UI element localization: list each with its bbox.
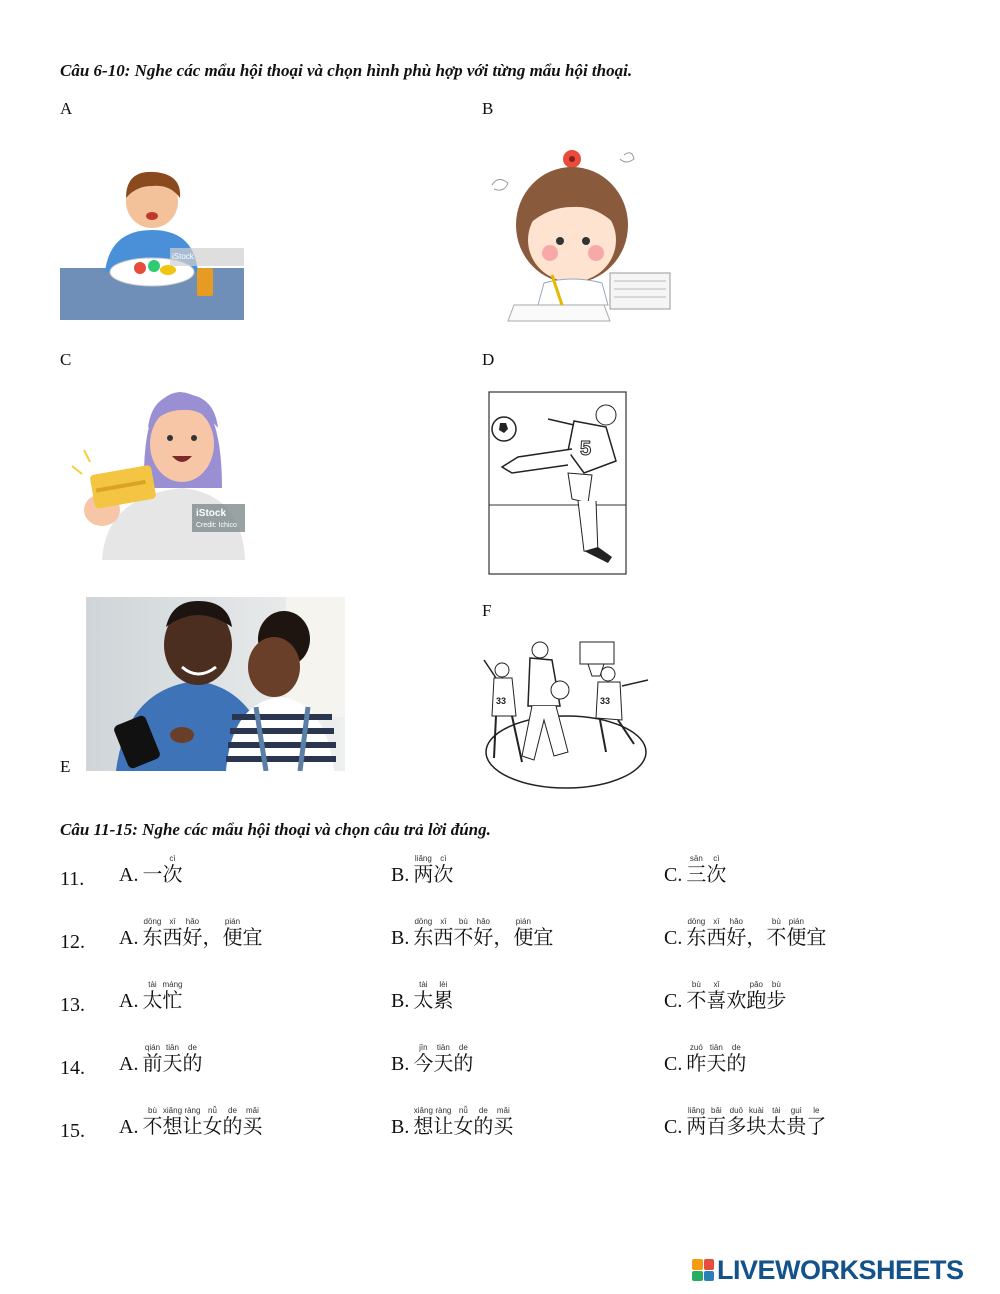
pinyin: xī — [433, 917, 454, 926]
section-heading-pictures: Câu 6-10: Nghe các mẩu hội thoại và chọn hình phù hợp với từng mẩu hội thoại. — [60, 61, 633, 80]
question-number: 13. — [60, 994, 85, 1016]
option-letter: C. — [664, 864, 683, 886]
pinyin: tiān — [162, 1043, 183, 1052]
option-letter: B. — [391, 927, 410, 949]
option-letter: A. — [119, 990, 139, 1012]
logo-mark-icon — [692, 1259, 714, 1281]
hanzi-char: 昨zuó — [686, 1043, 707, 1075]
hanzi-char: 让ràng — [433, 1106, 454, 1138]
pinyin: duō — [726, 1106, 747, 1115]
pinyin: tiān — [433, 1043, 454, 1052]
pinyin: bù — [766, 917, 787, 926]
answer-option-a[interactable] — [119, 1106, 262, 1139]
pinyin: dōng — [686, 917, 707, 926]
hanzi-char: 的de — [182, 1043, 203, 1075]
hanzi-char: 让ràng — [182, 1106, 203, 1138]
pinyin: liǎng — [413, 854, 434, 863]
hanzi-char: 西xī — [433, 917, 454, 949]
pinyin: tài — [413, 980, 434, 989]
hanzi-char: 欢 — [726, 988, 747, 1012]
hanzi-char: 东dōng — [413, 917, 434, 949]
picture-e-father-daughter-phone — [86, 597, 345, 771]
answer-option-a[interactable] — [119, 917, 262, 950]
hanzi-char: 便pián — [222, 917, 243, 949]
pinyin: jīn — [413, 1043, 434, 1052]
option-letter: B. — [391, 990, 410, 1012]
pinyin: bù — [453, 917, 474, 926]
hanzi-char: 前qián — [142, 1043, 163, 1075]
pinyin: bù — [142, 1106, 163, 1115]
pinyin: de — [726, 1043, 747, 1052]
watermark-c-credit: Credit: Ichico — [196, 522, 237, 529]
pinyin: pián — [513, 917, 534, 926]
hanzi-char: 忙máng — [162, 980, 183, 1012]
picture-a-boy-eating — [60, 160, 244, 320]
hanzi-char: 想xiǎng — [162, 1106, 183, 1138]
pinyin: xǐ — [706, 980, 727, 989]
pinyin: pián — [786, 917, 807, 926]
option-letter: C. — [664, 927, 683, 949]
hanzi-char: 的de — [222, 1106, 243, 1138]
option-text — [686, 980, 786, 1013]
hanzi-char: 今jīn — [413, 1043, 434, 1075]
hanzi-char: 天tiān — [433, 1043, 454, 1075]
option-text — [142, 917, 262, 950]
pinyin: dōng — [413, 917, 434, 926]
hanzi-char: 次cì — [162, 854, 183, 886]
jersey-number-d: 5 — [580, 438, 592, 460]
option-letter: A. — [119, 1116, 139, 1138]
pinyin: le — [806, 1106, 827, 1115]
hanzi-char: 两liǎng — [686, 1106, 707, 1138]
pinyin: qián — [142, 1043, 163, 1052]
pinyin: de — [453, 1043, 474, 1052]
pinyin: lèi — [433, 980, 454, 989]
hanzi-char: 的de — [726, 1043, 747, 1075]
pinyin: xiǎng — [413, 1106, 434, 1115]
hanzi-char: 的de — [473, 1106, 494, 1138]
pinyin: mǎi — [493, 1106, 514, 1115]
pinyin: ràng — [433, 1106, 454, 1115]
hanzi-char: ， — [746, 925, 767, 949]
jersey-number-f-left: 33 — [496, 696, 507, 706]
hanzi-char: 西xī — [706, 917, 727, 949]
hanzi-char: 次cì — [706, 854, 727, 886]
hanzi-char: 两liǎng — [413, 854, 434, 886]
label-b: B — [482, 99, 494, 118]
hanzi-char: 不bù — [142, 1106, 163, 1138]
pinyin: xī — [706, 917, 727, 926]
jersey-number-f-right: 33 — [600, 696, 611, 706]
answer-option-b[interactable] — [391, 1043, 473, 1076]
hanzi-char: 买mǎi — [493, 1106, 514, 1138]
pinyin: liǎng — [686, 1106, 707, 1115]
label-e: E — [60, 757, 71, 776]
pinyin: dōng — [142, 917, 163, 926]
hanzi-char: 东dōng — [686, 917, 707, 949]
pinyin: mǎi — [242, 1106, 263, 1115]
option-letter: A. — [119, 927, 139, 949]
option-letter: C. — [664, 1053, 683, 1075]
picture-c-woman-with-card — [62, 388, 245, 560]
hanzi-char: 女nǚ — [453, 1106, 474, 1138]
hanzi-char: 想xiǎng — [413, 1106, 434, 1138]
hanzi-char: 百bǎi — [706, 1106, 727, 1138]
label-a: A — [60, 99, 73, 118]
option-text — [142, 1043, 202, 1076]
hanzi-char: 好hǎo — [473, 917, 494, 949]
liveworksheets-logo — [692, 1255, 964, 1285]
picture-b-girl-writing — [484, 145, 680, 327]
pinyin: de — [222, 1106, 243, 1115]
option-text — [686, 1043, 746, 1076]
pinyin: kuài — [746, 1106, 767, 1115]
pinyin: xī — [162, 917, 183, 926]
pinyin: hǎo — [473, 917, 494, 926]
hanzi-char: 天tiān — [162, 1043, 183, 1075]
option-text — [142, 1106, 262, 1139]
hanzi-char: 块kuài — [746, 1106, 767, 1138]
hanzi-char: ， — [493, 925, 514, 949]
pinyin: bǎi — [706, 1106, 727, 1115]
hanzi-char: ， — [202, 925, 223, 949]
hanzi-char: 太tài — [142, 980, 163, 1012]
option-text — [413, 854, 453, 887]
picture-d-soccer-player — [488, 391, 628, 576]
hanzi-char: 不bù — [766, 917, 787, 949]
answer-option-b[interactable] — [391, 917, 553, 950]
pinyin: de — [182, 1043, 203, 1052]
logo-text: LIVEWORKSHEETS — [717, 1254, 964, 1285]
hanzi-char: 西xī — [162, 917, 183, 949]
option-text — [413, 980, 453, 1013]
hanzi-char: 步bù — [766, 980, 787, 1012]
question-number: 12. — [60, 931, 85, 953]
answer-option-b[interactable] — [391, 854, 453, 887]
hanzi-char: 买mǎi — [242, 1106, 263, 1138]
watermark-c: iStock — [196, 508, 227, 519]
question-number: 15. — [60, 1120, 85, 1142]
answer-option-b[interactable] — [391, 1106, 513, 1139]
hanzi-char: 累lèi — [433, 980, 454, 1012]
option-letter: B. — [391, 864, 410, 886]
hanzi-char: 太tài — [413, 980, 434, 1012]
pinyin: tài — [142, 980, 163, 989]
option-text — [686, 854, 726, 887]
hanzi-char: 喜xǐ — [706, 980, 727, 1012]
pinyin: cì — [433, 854, 454, 863]
answer-option-a[interactable] — [119, 980, 182, 1013]
pinyin: nǚ — [453, 1106, 474, 1115]
pinyin: bù — [766, 980, 787, 989]
option-text — [413, 1043, 473, 1076]
section-heading-questions: Câu 11-15: Nghe các mẩu hội thoại và chọn câu trả lời đúng. — [60, 820, 491, 839]
pinyin: ràng — [182, 1106, 203, 1115]
hanzi-char: 多duō — [726, 1106, 747, 1138]
answer-option-c[interactable] — [664, 980, 786, 1013]
hanzi-char: 跑pǎo — [746, 980, 767, 1012]
hanzi-char: 好hǎo — [726, 917, 747, 949]
label-d: D — [482, 350, 495, 369]
option-letter: B. — [391, 1116, 410, 1138]
answer-option-c[interactable] — [664, 917, 826, 950]
option-text — [142, 980, 182, 1013]
hanzi-char: 宜 — [242, 925, 263, 949]
answer-option-a[interactable] — [119, 1043, 202, 1076]
option-letter: A. — [119, 1053, 139, 1075]
hanzi-char: 天tiān — [706, 1043, 727, 1075]
option-letter: C. — [664, 990, 683, 1012]
hanzi-char: 次cì — [433, 854, 454, 886]
hanzi-char: 的de — [453, 1043, 474, 1075]
answer-option-b[interactable] — [391, 980, 453, 1013]
pinyin: pǎo — [746, 980, 767, 989]
hanzi-char: 宜 — [806, 925, 827, 949]
pinyin: tài — [766, 1106, 787, 1115]
pinyin: cì — [162, 854, 183, 863]
option-text — [686, 1106, 826, 1139]
question-number: 11. — [60, 868, 85, 890]
hanzi-char: 宜 — [533, 925, 554, 949]
hanzi-char: 便pián — [513, 917, 534, 949]
hanzi-char: 女nǚ — [202, 1106, 223, 1138]
hanzi-char: 一 — [142, 862, 163, 886]
option-text — [413, 1106, 513, 1139]
pinyin: guì — [786, 1106, 807, 1115]
pinyin: xiǎng — [162, 1106, 183, 1115]
answer-option-a[interactable] — [119, 854, 182, 887]
option-text — [686, 917, 826, 950]
hanzi-char: 太tài — [766, 1106, 787, 1138]
option-letter: C. — [664, 1116, 683, 1138]
hanzi-char: 东dōng — [142, 917, 163, 949]
pinyin: sān — [686, 854, 707, 863]
pinyin: bù — [686, 980, 707, 989]
answer-option-c[interactable] — [664, 1043, 746, 1076]
hanzi-char: 便pián — [786, 917, 807, 949]
option-letter: A. — [119, 864, 139, 886]
pinyin: tiān — [706, 1043, 727, 1052]
label-c: C — [60, 350, 72, 369]
watermark-a: iStock — [172, 252, 194, 261]
pinyin: pián — [222, 917, 243, 926]
hanzi-char: 不bù — [453, 917, 474, 949]
hanzi-char: 了le — [806, 1106, 827, 1138]
pinyin: de — [473, 1106, 494, 1115]
option-text — [142, 854, 182, 887]
pinyin: máng — [162, 980, 183, 989]
question-number: 14. — [60, 1057, 85, 1079]
pinyin: zuó — [686, 1043, 707, 1052]
hanzi-char: 贵guì — [786, 1106, 807, 1138]
picture-f-basketball-players — [482, 640, 652, 792]
answer-option-c[interactable] — [664, 854, 726, 887]
hanzi-char: 不bù — [686, 980, 707, 1012]
label-f: F — [482, 601, 492, 620]
pinyin: hǎo — [726, 917, 747, 926]
pinyin: nǚ — [202, 1106, 223, 1115]
option-text — [413, 917, 553, 950]
pinyin: cì — [706, 854, 727, 863]
hanzi-char: 三sān — [686, 854, 707, 886]
option-letter: B. — [391, 1053, 410, 1075]
hanzi-char: 好hǎo — [182, 917, 203, 949]
answer-option-c[interactable] — [664, 1106, 826, 1139]
pinyin: hǎo — [182, 917, 203, 926]
